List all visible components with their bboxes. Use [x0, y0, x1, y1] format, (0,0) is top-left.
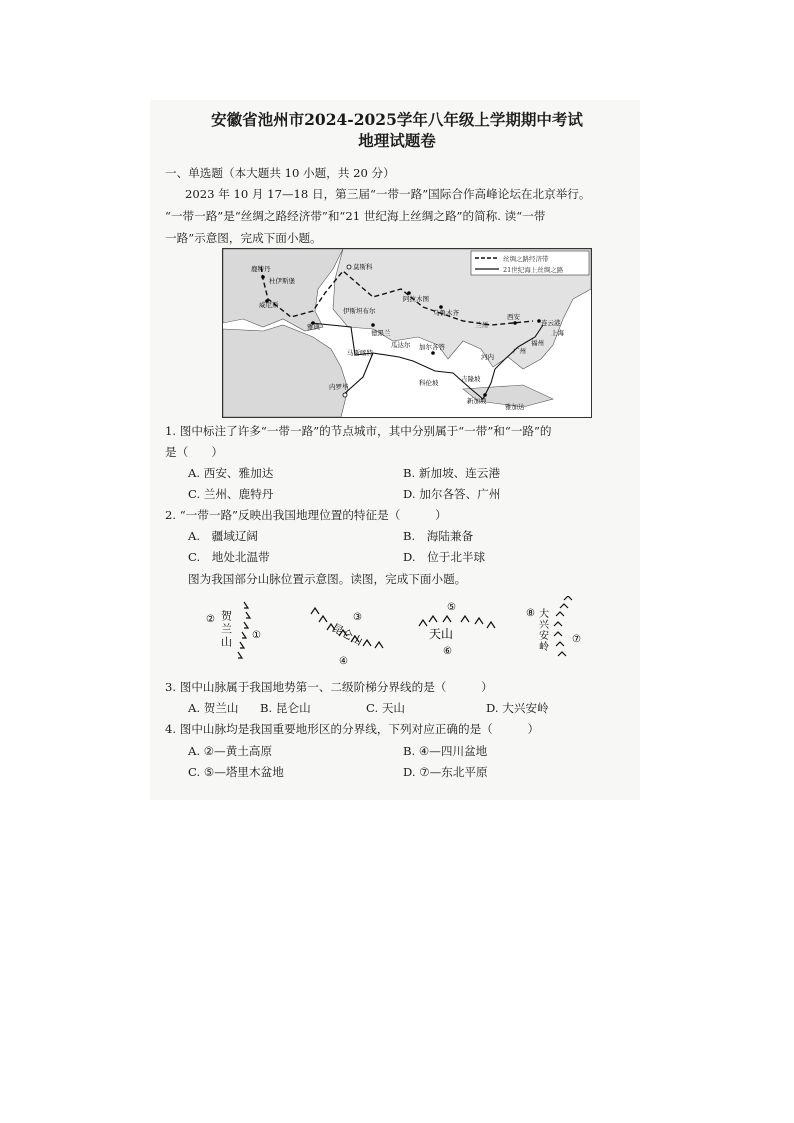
q4-option-c: C. ⑤—塔里木盆地: [188, 765, 284, 779]
mountain-marker-7: ⑦: [572, 634, 581, 645]
city-dot-rotterdam: [261, 275, 265, 279]
section-heading: 一、单选题（本大题共 10 小题，共 20 分）: [165, 166, 395, 180]
q3-option-d: D. 大兴安岭: [486, 701, 549, 715]
q1-option-b: B. 新加坡、连云港: [403, 466, 501, 480]
city-label-guangzhou: 广州: [513, 347, 526, 355]
mountain-marker-1: ①: [252, 630, 261, 641]
city-label-hanoi: 河内: [481, 353, 494, 361]
city-label-urumqi: 乌鲁木齐: [433, 309, 459, 317]
q1-option-d: D. 加尔各答、广州: [403, 487, 501, 501]
city-label-colombo: 科伦坡: [419, 379, 439, 387]
mountain-figure-intro: 图为我国部分山脉位置示意图。读图，完成下面小题。: [188, 572, 467, 586]
city-label-gwadar: 瓜达尔: [391, 341, 411, 349]
q1-option-a: A. 西安、雅加达: [188, 466, 274, 480]
legend-sea-label: 21世纪海上丝绸之路: [503, 266, 564, 274]
q1-stem-line-2: 是（ ）: [165, 445, 223, 459]
city-label-shanghai: 上海: [551, 329, 564, 337]
mountain-marker-5: ⑤: [447, 602, 456, 613]
city-label-xian: 西安: [507, 313, 520, 321]
tianshan-mountain-svg: [415, 596, 515, 668]
q3-stem: 3. 图中山脉属于我国地势第一、二级阶梯分界线的是（ ）: [165, 680, 493, 694]
legend-land-label: 丝绸之路经济带: [503, 255, 549, 263]
q3-option-b: B. 昆仑山: [260, 701, 311, 715]
q3-option-c: C. 天山: [366, 701, 406, 715]
exam-subtitle: 地理试题卷: [358, 131, 436, 150]
mountain-marker-8: ⑧: [526, 608, 535, 619]
mountain-helan: [200, 596, 300, 668]
city-label-nairobi: 内罗毕: [329, 383, 349, 391]
q2-stem: 2. “一带一路”反映出我国地理位置的特征是（ ）: [165, 508, 447, 522]
q1-option-c: C. 兰州、鹿特丹: [188, 487, 274, 501]
africa-landmass: [223, 325, 348, 417]
intro-line-2: “一带一路”是“丝绸之路经济带”和“21 世纪海上丝绸之路”的简称. 读“一带: [165, 209, 546, 223]
city-dot-kolkata: [431, 351, 435, 355]
q2-option-d: D. 位于北半球: [403, 550, 486, 564]
tianshan-label: 天山: [429, 627, 454, 641]
city-label-istanbul: 伊斯坦布尔: [343, 307, 376, 315]
city-dot-moscow: [347, 265, 351, 269]
scanned-page-background: [150, 100, 640, 800]
city-label-singapore: 新加坡: [467, 397, 487, 405]
mountain-marker-3: ③: [353, 612, 362, 623]
city-label-venice: 威尼斯: [259, 301, 279, 309]
mountain-marker-4: ④: [339, 656, 348, 667]
city-label-kuala-lumpur: 吉隆坡: [461, 375, 481, 383]
daxinganling-mountain-svg: [520, 596, 620, 668]
mountain-tianshan: [415, 596, 515, 668]
mountain-marker-6: ⑥: [443, 646, 452, 657]
daxinganling-ridge-marks: [554, 596, 572, 656]
europe-landmass: [223, 249, 343, 331]
q2-option-b: B. 海陆兼备: [403, 529, 474, 543]
q4-option-b: B. ④—四川盆地: [403, 744, 488, 758]
mountain-daxinganling: [520, 596, 620, 668]
city-label-jakarta: 雅加达: [505, 403, 525, 411]
helan-ridge-marks: [238, 602, 250, 658]
city-label-duisburg: 杜伊斯堡: [269, 277, 295, 285]
city-label-lanzhou: 兰州: [475, 321, 488, 329]
city-dot-xian: [513, 321, 517, 325]
city-label-moscow: 莫斯科: [353, 263, 373, 271]
q2-option-c: C. 地处北温带: [188, 550, 270, 564]
q3-option-a: A. 贺兰山: [188, 701, 239, 715]
intro-line-3: 一路”示意图，完成下面小题。: [165, 231, 322, 245]
city-dot-nairobi: [343, 393, 347, 397]
q4-option-a: A. ②—黄土高原: [188, 744, 273, 758]
kunlun-label: 昆仑山: [329, 621, 365, 649]
belt-and-road-map: [222, 248, 592, 418]
q4-stem: 4. 图中山脉均是我国重要地形区的分界线，下列对应正确的是（ ）: [165, 722, 540, 736]
q4-option-d: D. ⑦—东北平原: [403, 765, 488, 779]
map-svg: [223, 249, 591, 417]
city-label-tehran: 德黑兰: [371, 329, 391, 337]
kunlun-mountain-svg: [305, 596, 405, 668]
intro-line-1: 2023 年 10 月 17—18 日，第三届“一带一路”国际合作高峰论坛在北京举行。: [185, 187, 591, 201]
city-label-athens: 雅典: [307, 323, 320, 331]
q2-option-a: A. 疆域辽阔: [188, 529, 259, 543]
city-label-rotterdam: 鹿特丹: [251, 265, 271, 273]
city-label-lianyungang: 连云港: [541, 319, 561, 327]
helan-label: 贺兰山: [219, 610, 233, 649]
city-label-almaty: 阿拉木图: [403, 295, 429, 303]
mountain-kunlun: [305, 596, 405, 668]
city-label-kolkata: 加尔各答: [419, 343, 445, 351]
city-dot-tehran: [371, 323, 375, 327]
mountain-marker-2: ②: [206, 614, 215, 625]
city-label-fuzhou: 福州: [531, 339, 544, 347]
q1-stem-line-1: 1. 图中标注了许多“一带一路”的节点城市，其中分别属于“一带”和“一路”的: [165, 424, 552, 438]
city-label-muscat: 马斯喀特: [347, 349, 373, 357]
daxinganling-label: 大兴安岭: [536, 608, 548, 652]
helan-mountain-svg: [200, 596, 300, 668]
exam-title: 安徽省池州市2024-2025学年八年级上学期期中考试: [211, 110, 583, 129]
